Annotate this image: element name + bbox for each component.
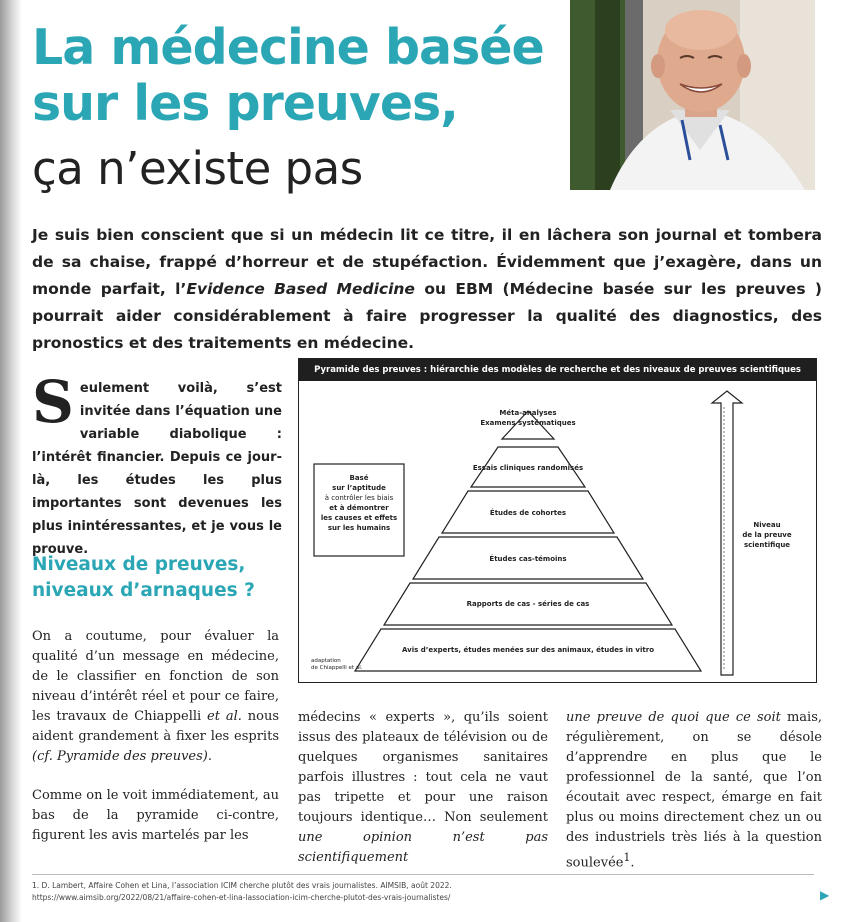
figure-credit-line-2: de Chiappelli et al.	[311, 665, 363, 671]
arrow-label-line-3: scientifique	[743, 541, 791, 549]
footnote	[32, 880, 802, 904]
criteria-line-1: Basé	[349, 474, 369, 482]
page-gutter-shadow	[0, 0, 22, 922]
level-rct: Essais cliniques randomisés	[472, 464, 584, 472]
level-expert-opinion: Avis d’experts, études menées sur des animaux, études in vitro	[402, 646, 654, 654]
level-case-reports: Rapports de cas - séries de cas	[466, 600, 590, 608]
dropcap: S	[32, 368, 74, 436]
criteria-line-2: sur l’aptitude	[332, 484, 386, 492]
lead-italic: Evidence Based Medicine	[186, 280, 415, 298]
article-title-light: ça n’existe pas	[32, 142, 363, 195]
criteria-line-6: sur les humains	[327, 524, 391, 532]
title-line-2: sur les preuves,	[32, 75, 458, 132]
evidence-pyramid-figure	[298, 358, 817, 683]
next-page-arrow-icon[interactable]: ▶	[820, 888, 830, 902]
article-title	[32, 20, 562, 132]
evidence-level-arrow	[712, 391, 742, 675]
footnote-divider	[32, 874, 814, 875]
figure-reference: (cf. Pyramide des preuves)	[32, 749, 208, 764]
body-paragraph-1: On a coutume, pour évaluer la qualité d’un message en médecine, de le classifier en fonction de son niveau d’intérêt réel et pour ce faire, les travaux de Chiappelli et al. nous aident grandement à fixer les esprits (cf. Pyramide des preuves).	[32, 629, 279, 764]
footnote-citation: 1. D. Lambert, Affaire Cohen et Lina, l’association ICIM cherche plutôt des vrais journalistes. AIMSIB, août 2022.	[32, 881, 452, 890]
section-heading: Niveaux de preuves, niveaux d’arnaques ?	[32, 554, 255, 601]
footnote-url[interactable]: https://www.aimsib.org/2022/08/21/affaire-cohen-et-lina-lassociation-icim-cherche-plutot-des-vrais-journalistes/	[32, 893, 451, 902]
figure-header: Pyramide des preuves : hiérarchie des modèles de recherche et des niveaux de preuves scientifiques	[299, 359, 816, 381]
body-column-2: médecins « experts », qu’ils soient issus des plateaux de télévision ou de quelques organismes sanitaires parfois illustres : tout cela ne vaut pas tripette et pour une raison toujours identique… Non seulement une opinion n’est pas scientifiquement	[298, 710, 548, 865]
title-line-1: La médecine basée	[32, 19, 544, 76]
criteria-line-4: et à démontrer	[329, 504, 389, 512]
author-photo	[570, 0, 815, 190]
level-meta-analyses: Méta-analyses	[499, 409, 557, 417]
body-paragraph-2: Comme on le voit immédiatement, au bas de la pyramide ci-contre, figurent les avis martelés par les	[32, 788, 279, 843]
criteria-line-3: à contrôler les biais	[324, 494, 394, 502]
level-case-control: Études cas-témoins	[489, 555, 567, 563]
level-systematic-reviews: Examens systématiques	[480, 419, 576, 427]
figure-credit-line-1: adaptation	[311, 658, 341, 664]
body-column-3: une preuve de quoi que ce soit mais, régulièrement, on se désole d’apprendre en plus que le professionnel de la santé, que l’on écoutait avec respect, émarge en fait plus ou moins directement chez un ou des industriels très liés à la question soulevée$^1$.	[566, 710, 823, 871]
criteria-line-5: les causes et effets	[320, 514, 398, 522]
level-cohort: Études de cohortes	[489, 509, 567, 517]
intro-paragraph: Seulement voilà, s’est invitée dans l’équation une variable diabolique : l’intérêt financier. Depuis ce jour-là, les études les plus importantes sont devenues les plus inintéressantes, et je vous le prouve.	[32, 368, 282, 557]
arrow-label-line-1: Niveau	[753, 521, 781, 529]
arrow-label-line-2: de la preuve	[742, 531, 792, 539]
footnote-marker: 1	[623, 851, 631, 864]
lead-paragraph: Je suis bien conscient que si un médecin lit ce titre, il en lâchera son journal et tombera de sa chaise, frappé d’horreur et de stupéfaction. Évidemment que j’exagère, dans un monde parfait, l’Evidence Based Medicine ou EBM (Médecine basée sur les preuves ) pourrait aider considérablement à faire progresser la qualité des diagnostics, des pronostics et des traitements en médecine.	[32, 226, 822, 352]
